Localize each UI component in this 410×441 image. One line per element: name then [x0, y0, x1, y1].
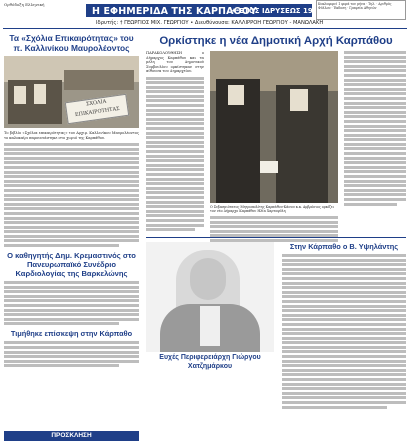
book-sign: ΣΧΟΛΙΑ ΕΠΙΚΑΙΡΟΤΗΤΑΣ [65, 94, 129, 124]
section-divider [146, 237, 406, 238]
main-column [146, 31, 406, 213]
portrait-caption: Ευχές Περιφερειάρχη Γιώργου Χατζημάρκου [159, 354, 261, 370]
oath-photo [210, 51, 338, 203]
masthead-founder-line: Ιδρυτής: † ΓΕΩΡΓΙΟΣ ΜΙΧ. ΓΕΩΡΓΙΟΥ • Διευθύνουσα: ΚΑΛΛΙΡΡΟΗ ΓΕΩΡΓΙΟΥ - ΜΑΝΩΛΑΚΗ [96, 20, 324, 26]
masthead-established: ✦ ΕΤΟΣ ΙΔΡΥΣΕΩΣ 1952 [231, 7, 323, 15]
main-text-col-1 [146, 51, 204, 233]
ypsilantis-article [282, 242, 406, 410]
main-dropcap-text: ΠΑΡΑΚΟΛΟΥΘΗΣΗ ο Δήμαρχος Καρπάθου και τα μέλη του Δημοτικού Συμβουλίου ορκίστηκαν στην αίθουσα του Δημαρχείου. [146, 51, 204, 73]
masthead-left-note: Ορθόδοξη Ελληνική [4, 2, 45, 7]
masthead-info-box: Κυκλοφορεί 1 φορά τον μήνα · Τηλ. · Αριθμός Φύλλου · Έκδοση · Γραφεία Αθηνών [316, 0, 406, 20]
left-article-body [4, 143, 139, 247]
main-text-col-3 [344, 51, 406, 207]
left-column [4, 31, 139, 369]
oath-photo-caption: Ο Σεβασμιότατος Μητροπολίτης Καρπάθου-Κάσου κ.κ. Αμβρόσιος ορκίζει τον νέο Δήμαρχο Καρπάθου Ηλία Χαρτοφύλη [210, 205, 334, 213]
governor-portrait [146, 242, 274, 352]
left-headline-2: Ο καθηγητής Δημ. Κρεμαστινός στο Πανευρωπαϊκό Συνέδριο Καρδιολογίας της Βαρκελώνης [7, 251, 136, 279]
left-intro-text: Το βιβλίο «Σχόλια επικαιρότητας» του Αρχιμ. Καλλινίκου Μαυρολέοντος το καλοκαίρι παρουσιάστηκε στο χωριό της Καρπάθου. [4, 131, 139, 140]
main-photo-col [210, 51, 338, 244]
left-award-body [4, 341, 139, 367]
left-award-head: Τιμήθηκε επίσκεψη στην Κάρπαθο [10, 329, 133, 339]
ypsilantis-headline: Στην Κάρπαθο ο Β. Υψηλάντης [289, 242, 399, 251]
main-headline: Ορκίστηκε η νέα Δημοτική Αρχή Καρπάθου [159, 35, 393, 47]
masthead-title: Η ΕΦΗΜΕΡΙΔΑ ΤΗΣ ΚΑΡΠΑΘΟΥ [92, 6, 257, 17]
portrait-section [146, 242, 274, 371]
left-headline: Τα «Σχόλια Επικαιρότητας» του π. Καλλινίκου Μαυρολέοντος [9, 33, 134, 53]
event-photo [4, 56, 139, 128]
left-article-2-body [4, 281, 139, 325]
masthead-rule [3, 28, 407, 29]
invitation-banner: ΠΡΟΣΚΛΗΣΗ [4, 431, 139, 441]
